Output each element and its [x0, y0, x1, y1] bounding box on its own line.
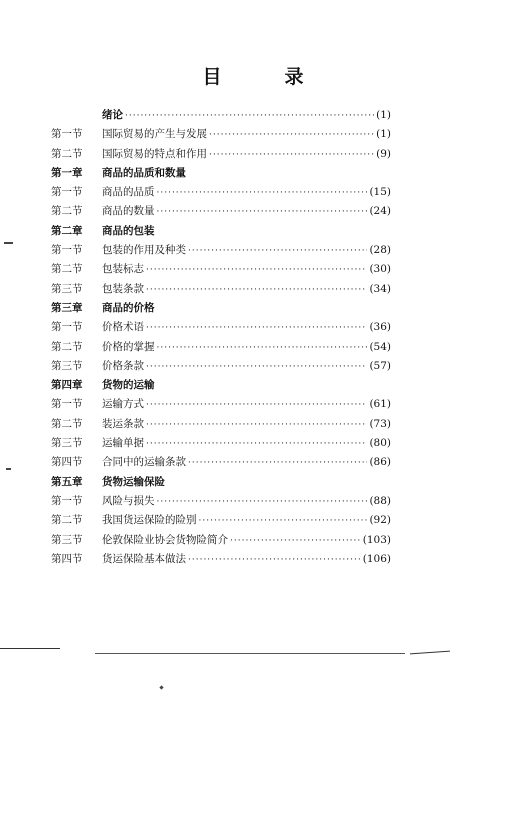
toc-section-number: 第一章: [51, 166, 83, 179]
dot-leader: [199, 516, 368, 526]
toc-page-number: (24): [369, 205, 391, 218]
scan-artifact-mark: [6, 468, 11, 470]
toc-section-title: 运输单据: [102, 437, 144, 450]
toc-section-title: 我国货运保险的险别: [102, 514, 197, 527]
toc-section-title: 运输方式: [102, 398, 144, 411]
toc-section-title: 商品的品质和数量: [102, 166, 186, 179]
toc-section-title: 包装的作用及种类: [102, 244, 186, 257]
dot-leader: [146, 285, 367, 295]
toc-section-title: 装运条款: [102, 417, 144, 430]
toc-page-number: (54): [369, 340, 391, 353]
toc-section-title: 货物运输保险: [102, 475, 165, 488]
toc-entry: [51, 551, 391, 570]
toc-entry: [51, 512, 391, 531]
toc-page-number: (28): [369, 244, 391, 257]
toc-section-number: 第二章: [51, 224, 83, 237]
toc-page-number: (57): [369, 359, 391, 372]
dot-leader: [146, 439, 367, 449]
toc-section-number: 第一节: [51, 321, 83, 334]
toc-page-number: (61): [369, 398, 391, 411]
toc-section-title: 包装标志: [102, 263, 144, 276]
toc-section-number: 第三章: [51, 301, 83, 314]
toc-entry: [51, 242, 391, 261]
toc-entry: [51, 493, 391, 512]
table-of-contents: [51, 107, 391, 570]
toc-entry: [51, 281, 391, 300]
toc-page-number: (103): [362, 533, 391, 546]
dot-leader: [157, 343, 368, 353]
toc-section-number: 第二节: [51, 263, 83, 276]
toc-section-title: 风险与损失: [102, 494, 155, 507]
toc-section-title: 货物的运输: [102, 379, 155, 392]
toc-section-title: 合同中的运输条款: [102, 456, 186, 469]
toc-section-number: 第二节: [51, 205, 83, 218]
dot-leader: [146, 420, 367, 430]
toc-entry: [51, 319, 391, 338]
toc-section-number: 第二节: [51, 514, 83, 527]
toc-section-number: 第一节: [51, 186, 83, 199]
dot-leader: [209, 150, 374, 160]
toc-section-number: 第一节: [51, 398, 83, 411]
toc-chapter-heading: [51, 377, 391, 396]
toc-section-number: 第三节: [51, 282, 83, 295]
toc-page-number: (1): [376, 109, 391, 121]
toc-page-number: (36): [369, 321, 391, 334]
scan-artifact-mark: [159, 685, 163, 689]
dot-leader: [157, 497, 368, 507]
toc-page-number: (34): [369, 282, 391, 295]
toc-page-number: (30): [369, 263, 391, 276]
dot-leader: [188, 246, 367, 256]
toc-page-number: (86): [369, 456, 391, 469]
toc-page-number: (88): [369, 494, 391, 507]
scan-artifact-line: [410, 651, 450, 655]
dot-leader: [146, 265, 367, 275]
toc-section-number: 第五章: [51, 475, 83, 488]
toc-section-title: 价格条款: [102, 359, 144, 372]
toc-entry: [51, 532, 391, 551]
toc-entry: [51, 358, 391, 377]
toc-section-number: 第一节: [51, 128, 83, 141]
toc-section-number: 第二节: [51, 417, 83, 430]
scan-artifact-line: [0, 648, 60, 649]
toc-chapter-heading: [51, 165, 391, 184]
toc-entry: [51, 435, 391, 454]
toc-chapter-heading: [51, 223, 391, 242]
dot-leader: [146, 362, 367, 372]
toc-entry: [51, 203, 391, 222]
toc-entry: [51, 261, 391, 280]
scan-artifact-mark: [4, 242, 13, 244]
toc-section-title: 国际贸易的特点和作用: [102, 147, 207, 160]
toc-page-number: (92): [369, 514, 391, 527]
toc-section-title: 国际贸易的产生与发展: [102, 128, 207, 141]
dot-leader: [146, 323, 367, 333]
toc-page-number: (73): [369, 417, 391, 430]
dot-leader: [188, 555, 361, 565]
toc-entry: [51, 184, 391, 203]
toc-entry: [51, 396, 391, 415]
toc-section-title: 商品的数量: [102, 205, 155, 218]
toc-section-number: 第三节: [51, 359, 83, 372]
page-title: 目 录: [202, 66, 326, 88]
toc-section-number: 第二节: [51, 340, 83, 353]
toc-section-number: 第三节: [51, 437, 83, 450]
toc-entry: [51, 416, 391, 435]
dot-leader: [157, 188, 368, 198]
toc-entry: [51, 107, 391, 126]
toc-section-title: 绪论: [102, 109, 123, 121]
dot-leader: [230, 536, 361, 546]
scan-artifact-line: [95, 653, 405, 654]
toc-section-title: 商品的包装: [102, 224, 155, 237]
dot-leader: [157, 207, 368, 217]
toc-section-number: 第四章: [51, 379, 83, 392]
toc-section-title: 商品的品质: [102, 186, 155, 199]
toc-section-number: 第一节: [51, 494, 83, 507]
dot-leader: [125, 111, 374, 121]
toc-section-number: 第一节: [51, 244, 83, 257]
toc-section-number: 第二节: [51, 147, 83, 160]
toc-entry: [51, 454, 391, 473]
toc-chapter-heading: [51, 474, 391, 493]
toc-page-number: (80): [369, 437, 391, 450]
toc-chapter-heading: [51, 300, 391, 319]
toc-section-title: 包装条款: [102, 282, 144, 295]
toc-entry: [51, 146, 391, 165]
toc-section-title: 货运保险基本做法: [102, 552, 186, 565]
toc-section-title: 伦敦保险业协会货物险简介: [102, 533, 228, 546]
toc-section-title: 商品的价格: [102, 301, 155, 314]
toc-entry: [51, 126, 391, 145]
dot-leader: [146, 400, 367, 410]
toc-section-number: 第四节: [51, 456, 83, 469]
toc-page-number: (9): [376, 147, 391, 160]
toc-entry: [51, 339, 391, 358]
toc-section-title: 价格的掌握: [102, 340, 155, 353]
dot-leader: [209, 130, 374, 140]
toc-section-number: 第四节: [51, 552, 83, 565]
toc-section-title: 价格术语: [102, 321, 144, 334]
toc-page-number: (106): [362, 552, 391, 565]
toc-page-number: (15): [369, 186, 391, 199]
toc-section-number: 第三节: [51, 533, 83, 546]
toc-page-number: (1): [376, 128, 391, 141]
dot-leader: [188, 458, 367, 468]
